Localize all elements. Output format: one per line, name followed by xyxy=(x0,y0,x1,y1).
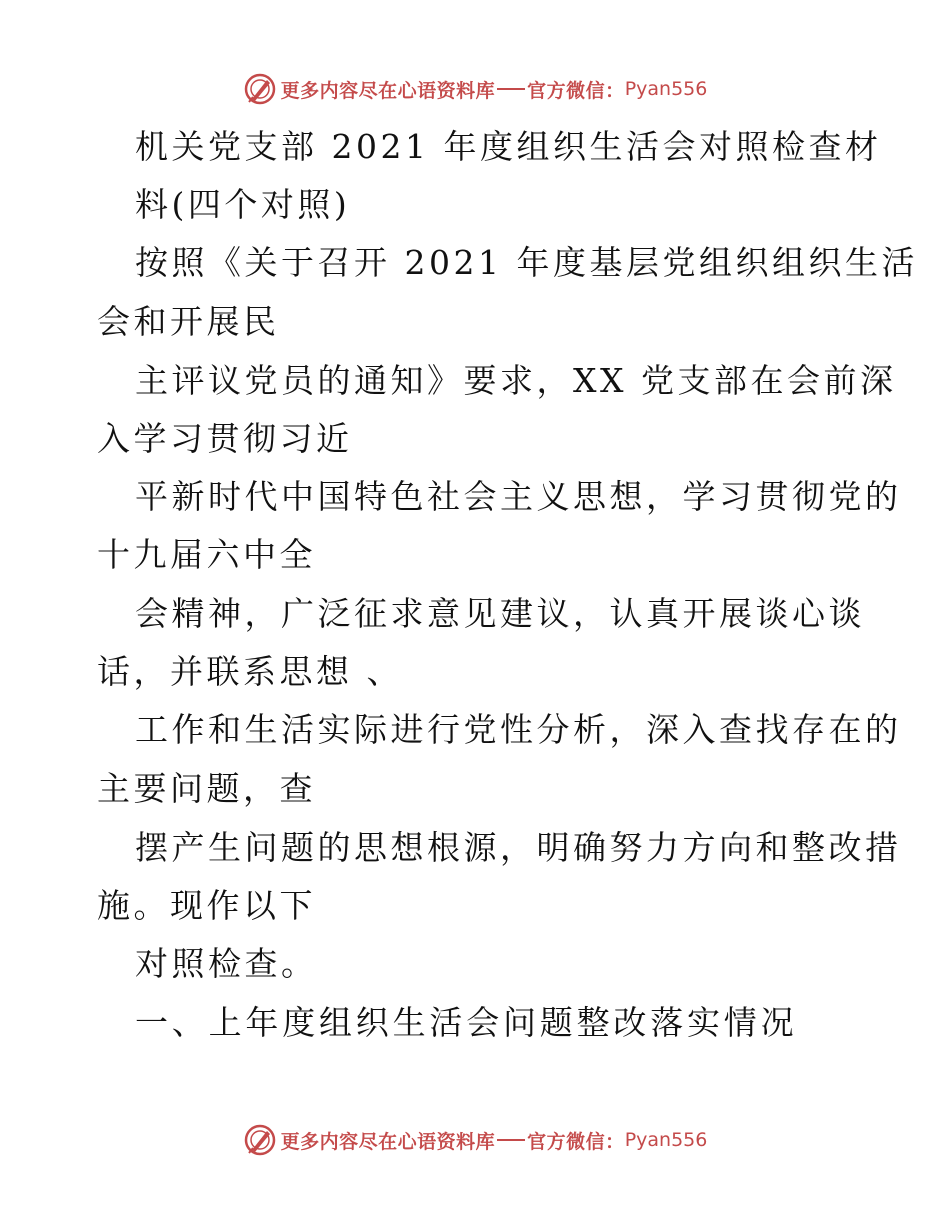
body-line: 话，并联系思想 、 xyxy=(97,652,403,691)
watermark-handle: Pyan556 xyxy=(624,78,708,100)
body-line: 对照检查。 xyxy=(135,944,318,983)
document-title-line-2: 料(四个对照) xyxy=(135,185,351,224)
watermark-header xyxy=(0,72,950,106)
watermark-channel-text: 官方微信： xyxy=(527,1130,625,1153)
document-title-line-1: 机关党支部 2021 年度组织生活会对照检查材 xyxy=(135,127,882,166)
body-line: 会和开展民 xyxy=(97,302,280,341)
quill-seal-icon xyxy=(243,72,277,106)
watermark-handle: Pyan556 xyxy=(624,1129,708,1151)
quill-seal-icon xyxy=(243,1123,277,1157)
body-line: 摆产生问题的思想根源，明确努力方向和整改措 xyxy=(135,828,902,867)
section-heading: 一、上年度组织生活会问题整改落实情况 xyxy=(135,1003,798,1042)
watermark-site-text: 更多内容尽在心语资料库 xyxy=(280,79,496,102)
watermark-channel-text: 官方微信： xyxy=(527,79,625,102)
body-line: 平新时代中国特色社会主义思想，学习贯彻党的 xyxy=(135,477,902,516)
body-line: 施。现作以下 xyxy=(97,886,316,925)
body-line: 主评议党员的通知》要求，XX 党支部在会前深 xyxy=(135,361,897,400)
watermark-footer xyxy=(0,1123,950,1157)
body-line: 十九届六中全 xyxy=(97,535,316,574)
body-line: 主要问题，查 xyxy=(97,769,316,808)
watermark-dash xyxy=(497,1139,525,1141)
body-line: 工作和生活实际进行党性分析，深入查找存在的 xyxy=(135,710,902,749)
body-line: 会精神，广泛征求意见建议，认真开展谈心谈 xyxy=(135,594,865,633)
body-line: 入学习贯彻习近 xyxy=(97,419,353,458)
watermark-dash xyxy=(497,88,525,90)
watermark-site-text: 更多内容尽在心语资料库 xyxy=(280,1130,496,1153)
body-line: 按照《关于召开 2021 年度基层党组织组织生活 xyxy=(135,243,918,282)
